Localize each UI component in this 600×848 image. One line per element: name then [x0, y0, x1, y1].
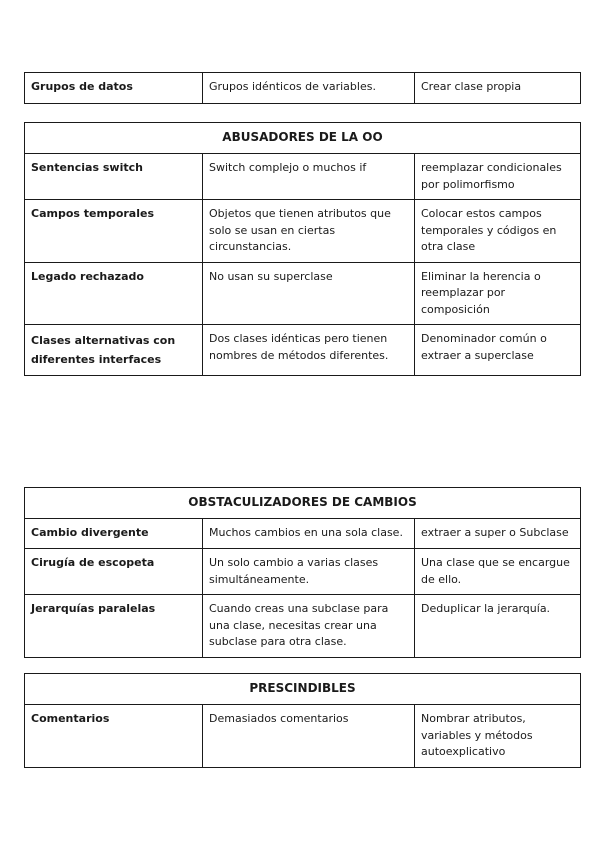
table-header-row	[25, 123, 581, 154]
table-row	[25, 705, 581, 768]
smell-description: Demasiados comentarios	[203, 705, 415, 768]
smell-name: Sentencias switch	[25, 154, 203, 200]
table-row	[25, 595, 581, 658]
smell-solution: Nombrar atributos, variables y métodos autoexplicativo	[415, 705, 581, 768]
smell-solution: Deduplicar la jerarquía.	[415, 595, 581, 658]
smell-name: Campos temporales	[25, 200, 203, 263]
table-row	[25, 154, 581, 200]
smell-name: Cirugía de escopeta	[25, 549, 203, 595]
table-row	[25, 519, 581, 549]
table-prescindibles	[24, 673, 581, 768]
smell-solution: Crear clase propia	[415, 73, 581, 104]
table-grupos-datos	[24, 72, 581, 104]
smell-description: Cuando creas una subclase para una clase, necesitas crear una subclase para otra clase.	[203, 595, 415, 658]
smell-name: Legado rechazado	[25, 262, 203, 325]
table-header-row	[25, 674, 581, 705]
smell-name: Jerarquías paralelas	[25, 595, 203, 658]
table-header-row	[25, 488, 581, 519]
smell-description: Objetos que tienen atributos que solo se usan en ciertas circunstancias.	[203, 200, 415, 263]
smell-description: Muchos cambios en una sola clase.	[203, 519, 415, 549]
smell-name: Cambio divergente	[25, 519, 203, 549]
table-row	[25, 73, 581, 104]
smell-name: Comentarios	[25, 705, 203, 768]
smell-solution: Eliminar la herencia o reemplazar por composición	[415, 262, 581, 325]
smell-description: No usan su superclase	[203, 262, 415, 325]
smell-solution: reemplazar condicionales por polimorfismo	[415, 154, 581, 200]
table-obstaculizadores	[24, 487, 581, 658]
smell-solution: Denominador común o extraer a superclase	[415, 325, 581, 376]
table-abusadores	[24, 122, 581, 376]
table-row	[25, 549, 581, 595]
smell-solution: Colocar estos campos temporales y códigos en otra clase	[415, 200, 581, 263]
smell-description: Dos clases idénticas pero tienen nombres de métodos diferentes.	[203, 325, 415, 376]
smell-name: Grupos de datos	[25, 73, 203, 104]
table-row	[25, 200, 581, 263]
smell-description: Un solo cambio a varias clases simultáneamente.	[203, 549, 415, 595]
table-row	[25, 262, 581, 325]
table-row	[25, 325, 581, 376]
smell-solution: extraer a super o Subclase	[415, 519, 581, 549]
section-title: ABUSADORES DE LA OO	[25, 123, 581, 154]
smell-name: Clases alternativas con diferentes interfaces	[25, 325, 203, 376]
smell-solution: Una clase que se encargue de ello.	[415, 549, 581, 595]
smell-description: Grupos idénticos de variables.	[203, 73, 415, 104]
smell-description: Switch complejo o muchos if	[203, 154, 415, 200]
section-title: PRESCINDIBLES	[25, 674, 581, 705]
section-title: OBSTACULIZADORES DE CAMBIOS	[25, 488, 581, 519]
